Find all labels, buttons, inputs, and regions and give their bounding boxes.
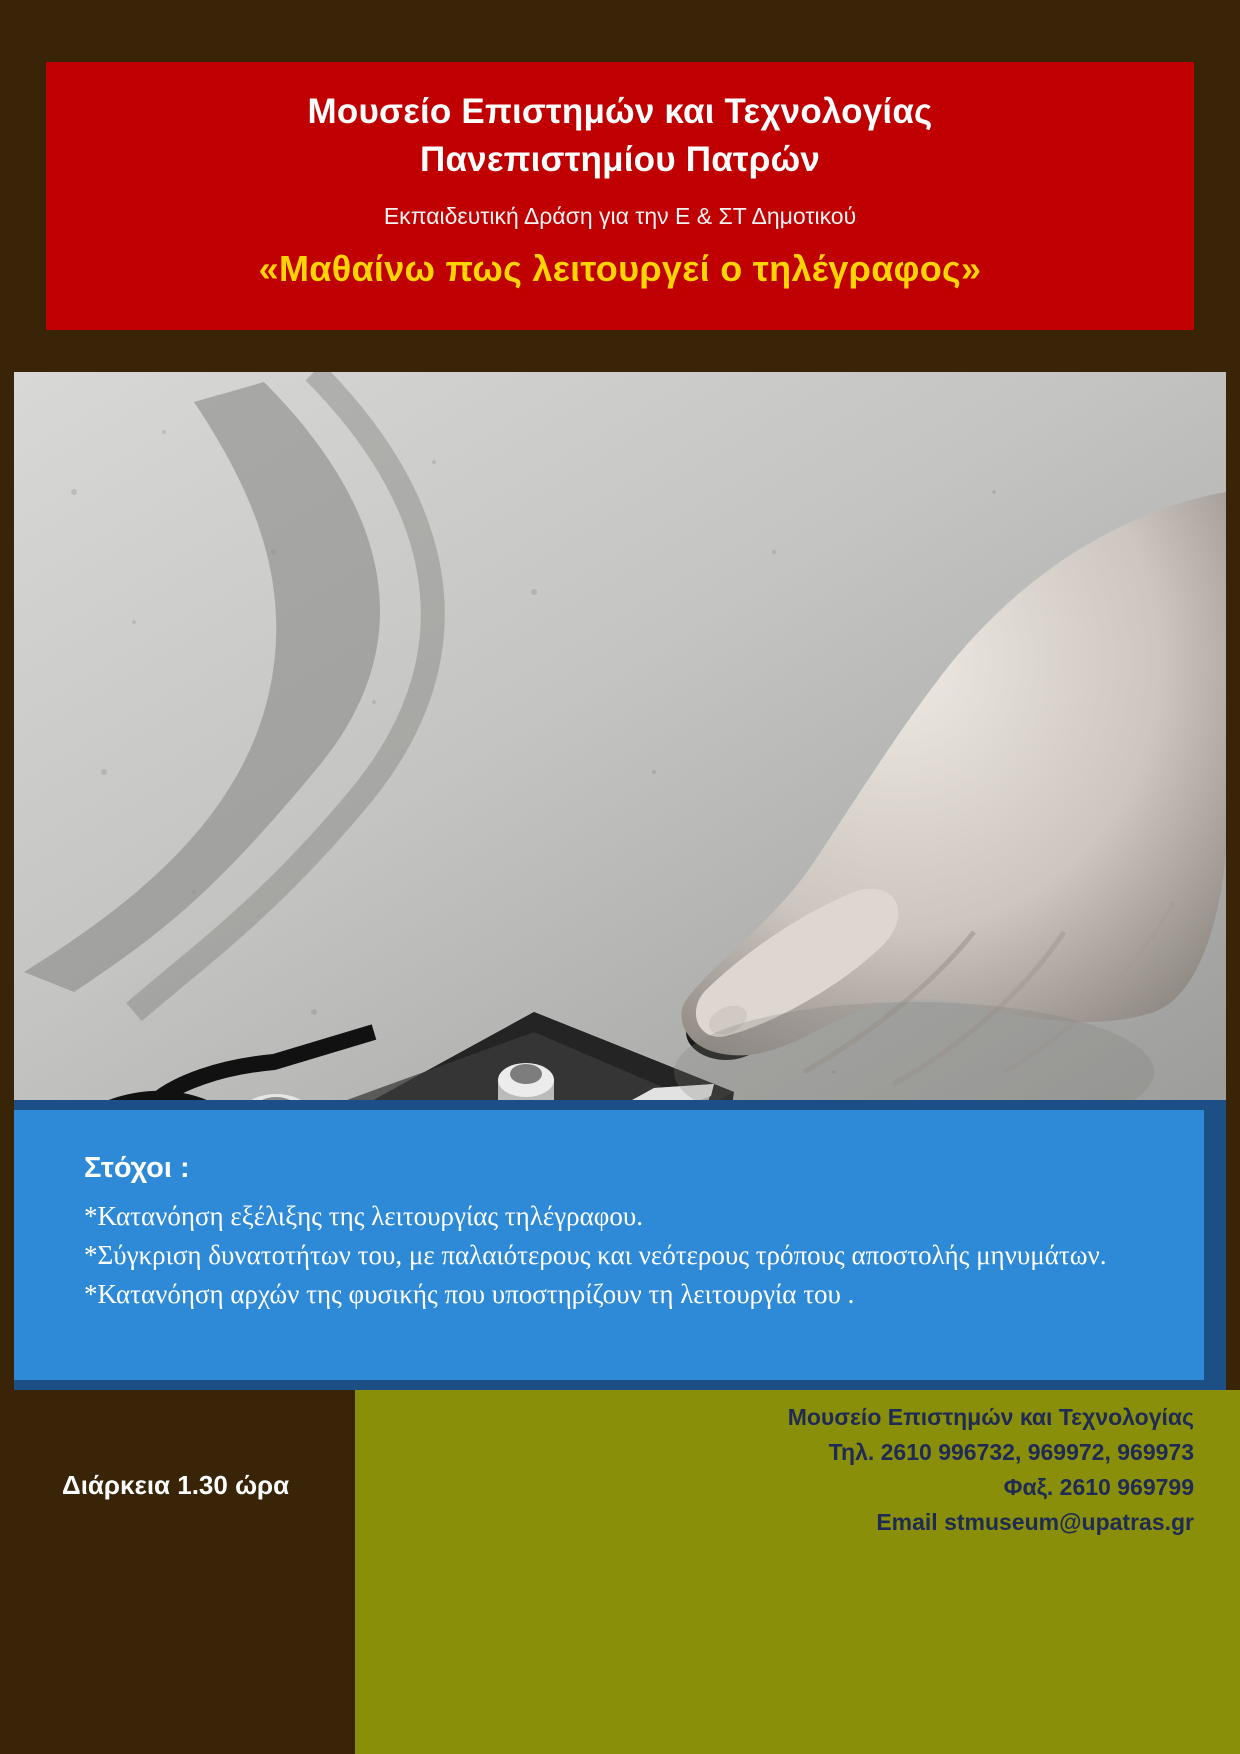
objective-item-2: *Σύγκριση δυνατοτήτων του, με παλαιότερους και νεότερους τρόπους αποστολής μηνυμάτων. — [84, 1240, 1107, 1271]
header-title-line1: Μουσείο Επιστημών και Τεχνολογίας — [307, 92, 933, 131]
header-title-line2: Πανεπιστημίου Πατρών — [419, 140, 821, 180]
contact-block — [434, 1400, 1194, 1540]
header-subtitle: Εκπαιδευτική Δράση για την Ε & ΣΤ Δημοτικού — [383, 202, 857, 229]
objective-item-1: *Κατανόηση εξέλιξης της λειτουργίας τηλέγραφου. — [84, 1201, 643, 1231]
header-activity-title: «Μαθαίνω πως λειτουργεί ο τηλέγραφος» — [258, 247, 982, 289]
contact-museum-name: Μουσείο Επιστημών και Τεχνολογίας — [787, 1404, 1194, 1430]
telegraph-photo — [14, 372, 1226, 1100]
duration-label: Διάρκεια 1.30 ώρα — [62, 1470, 290, 1500]
telegraph-photo-illustration — [14, 372, 1226, 1100]
contact-fax: Φαξ. 2610 969799 — [1003, 1473, 1194, 1500]
objective-item-3: *Κατανόηση αρχών της φυσικής που υποστηρίζουν τη λειτουργία του . — [84, 1279, 855, 1310]
objectives-title: Στόχοι : — [84, 1152, 190, 1184]
contact-phone: Τηλ. 2610 996732, 969972, 969973 — [828, 1438, 1194, 1465]
header-banner — [46, 62, 1194, 330]
contact-email: Email stmuseum@upatras.gr — [876, 1508, 1194, 1535]
objectives-block — [14, 1110, 1204, 1380]
